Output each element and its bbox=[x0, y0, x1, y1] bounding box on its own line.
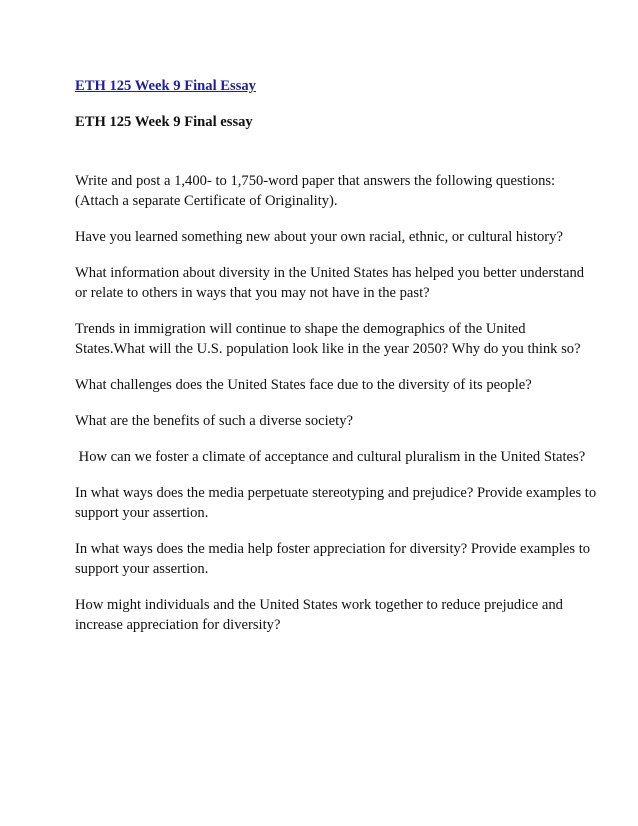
document-subtitle: ETH 125 Week 9 Final essay bbox=[75, 114, 253, 130]
question-9: How might individuals and the United States work together to reduce prejudice and increase appreciation for diversity? bbox=[75, 597, 563, 633]
question-4: What challenges does the United States face due to the diversity of its people? bbox=[75, 377, 532, 393]
question-2: What information about diversity in the United States has helped you better understand or relate to others in ways that you may not have in the past? bbox=[75, 265, 585, 301]
question-6: How can we foster a climate of acceptance and cultural pluralism in the United States? bbox=[75, 449, 586, 465]
document-title-link[interactable]: ETH 125 Week 9 Final Essay bbox=[75, 78, 256, 94]
question-8: In what ways does the media help foster appreciation for diversity? Provide examples to support your assertion. bbox=[75, 541, 591, 577]
question-7: In what ways does the media perpetuate stereotyping and prejudice? Provide examples to support your assertion. bbox=[75, 485, 597, 521]
question-3: Trends in immigration will continue to shape the demographics of the United States.What will the U.S. population look like in the year 2050? Why do you think so? bbox=[75, 321, 581, 357]
assignment-instructions: Write and post a 1,400- to 1,750-word paper that answers the following questions: (Attach a separate Certificate of Originality). bbox=[75, 173, 556, 209]
question-5: What are the benefits of such a diverse society? bbox=[75, 413, 353, 429]
question-1: Have you learned something new about your own racial, ethnic, or cultural history? bbox=[75, 229, 563, 245]
